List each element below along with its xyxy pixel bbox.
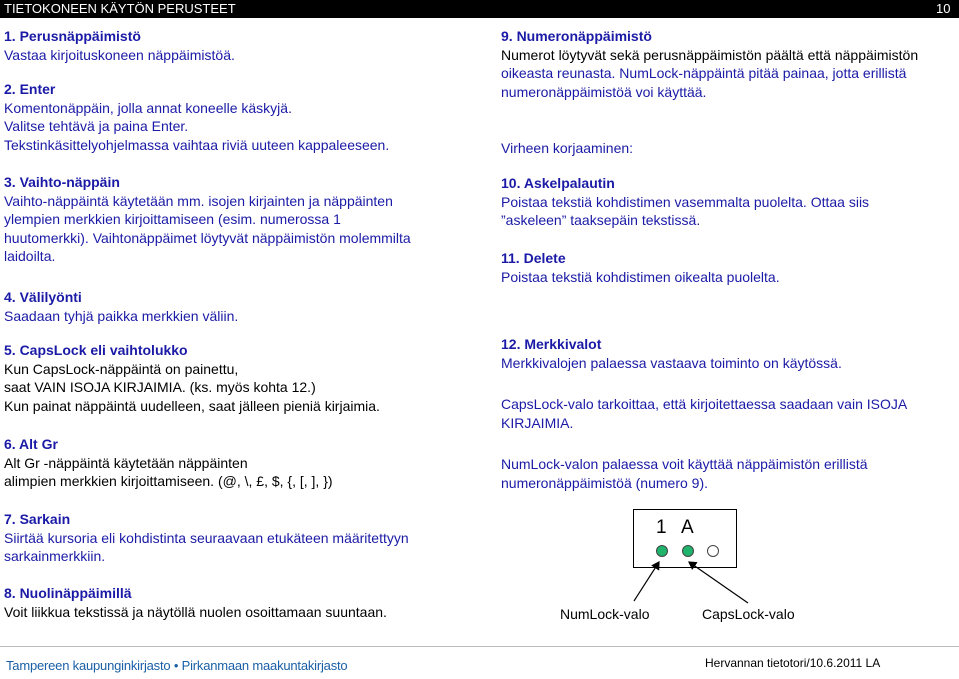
section-text: alimpien merkkien kirjoittamiseen. (@, \, £, $, {, [, ], }) — [4, 473, 333, 489]
section-heading: 9. Numeronäppäimistö — [501, 28, 652, 44]
note-text: numeronäppäimistöä (numero 9). — [501, 474, 708, 491]
section-text: Komentonäppäin, jolla annat koneelle käskyjä. — [4, 99, 292, 116]
note-text: NumLock-valon palaessa voit käyttää näppäimistön erillistä — [501, 456, 868, 472]
section-text: Vastaa kirjoituskoneen näppäimistöä. — [4, 46, 235, 63]
section-text: Alt Gr -näppäintä käytetään näppäinten — [4, 454, 248, 471]
section-text: laidoilta. — [4, 248, 56, 264]
section-heading: 5. CapsLock eli vaihtolukko — [4, 342, 188, 358]
section-heading: 10. Askelpalautin — [501, 175, 615, 191]
page-number: 10 — [936, 1, 951, 16]
section-text: Numerot löytyvät sekä perusnäppäimistön päältä että näppäimistön — [501, 46, 919, 63]
section-text: ”askeleen” taaksepäin tekstissä. — [501, 212, 701, 228]
section-text: sarkainmerkkiin. — [4, 548, 106, 564]
section-text: Saadaan tyhjä paikka merkkien väliin. — [4, 307, 239, 324]
footer-library: Tampereen kaupunginkirjasto • Pirkanmaan maakuntakirjasto — [6, 658, 348, 673]
section-heading: 4. Välilyönti — [4, 289, 82, 305]
section-heading: 12. Merkkivalot — [501, 336, 602, 352]
section-text: Tekstinkäsittelyohjelmassa vaihtaa riviä uuteen kappaleeseen. — [4, 136, 390, 153]
section-heading: 1. Perusnäppäimistö — [4, 28, 141, 44]
section-text: saat VAIN ISOJA KIRJAIMIA. (ks. myös kohta 12.) — [4, 379, 316, 395]
section-text: Poistaa tekstiä kohdistimen vasemmalta puolelta. Ottaa siis — [501, 193, 870, 210]
capslock-caption: CapsLock-valo — [702, 606, 795, 622]
section-text: Merkkivalojen palaessa vastaava toiminto on käytössä. — [501, 354, 842, 371]
capslock-indicator-label: A — [681, 517, 694, 538]
note-text: CapsLock-valo tarkoittaa, että kirjoitettaessa saadaan vain ISOJA — [501, 396, 908, 412]
section-heading: 6. Alt Gr — [4, 436, 58, 452]
errors-label: Virheen korjaaminen: — [501, 140, 634, 156]
section-heading: 7. Sarkain — [4, 511, 71, 527]
section-text: Siirtää kursoria eli kohdistinta seuraavaan etukäteen määritettyyn — [4, 529, 409, 546]
numlock-caption: NumLock-valo — [560, 606, 650, 622]
section-text: oikeasta reunasta. NumLock-näppäintä pitää painaa, jotta erillistä — [501, 65, 907, 81]
section-text: huutomerkki). Vaihtonäppäimet löytyvät näppäimistön molemmilta — [4, 229, 411, 246]
section-heading: 3. Vaihto-näppäin — [4, 174, 120, 190]
section-text: Kun CapsLock-näppäintä on painettu, — [4, 360, 239, 377]
section-heading: 8. Nuolinäppäimillä — [4, 585, 132, 601]
numlock-indicator-label: 1 — [656, 517, 667, 538]
section-text: numeronäppäimistöä voi käyttää. — [501, 83, 707, 100]
section-text: Vaihto-näppäintä käytetään mm. isojen kirjainten ja näppäinten — [4, 192, 393, 209]
note-text: KIRJAIMIA. — [501, 414, 574, 431]
footer-date: Hervannan tietotori/10.6.2011 LA — [705, 656, 881, 670]
section-text: Voit liikkua tekstissä ja näytöllä nuolen osoittamaan suuntaan. — [4, 603, 387, 620]
header-title: TIETOKONEEN KÄYTÖN PERUSTEET — [4, 1, 236, 16]
section-heading: 2. Enter — [4, 81, 56, 97]
section-text: ylempien merkkien kirjoittamiseen (esim. numerossa 1 — [4, 211, 341, 227]
numlock-arrow — [634, 562, 659, 601]
footer-divider — [0, 646, 959, 647]
section-text: Poistaa tekstiä kohdistimen oikealta puolelta. — [501, 268, 780, 285]
section-heading: 11. Delete — [501, 250, 566, 266]
section-text: Kun painat näppäintä uudelleen, saat jälleen pieniä kirjaimia. — [4, 397, 380, 414]
capslock-arrow — [689, 562, 748, 603]
section-text: Valitse tehtävä ja paina Enter. — [4, 118, 189, 134]
